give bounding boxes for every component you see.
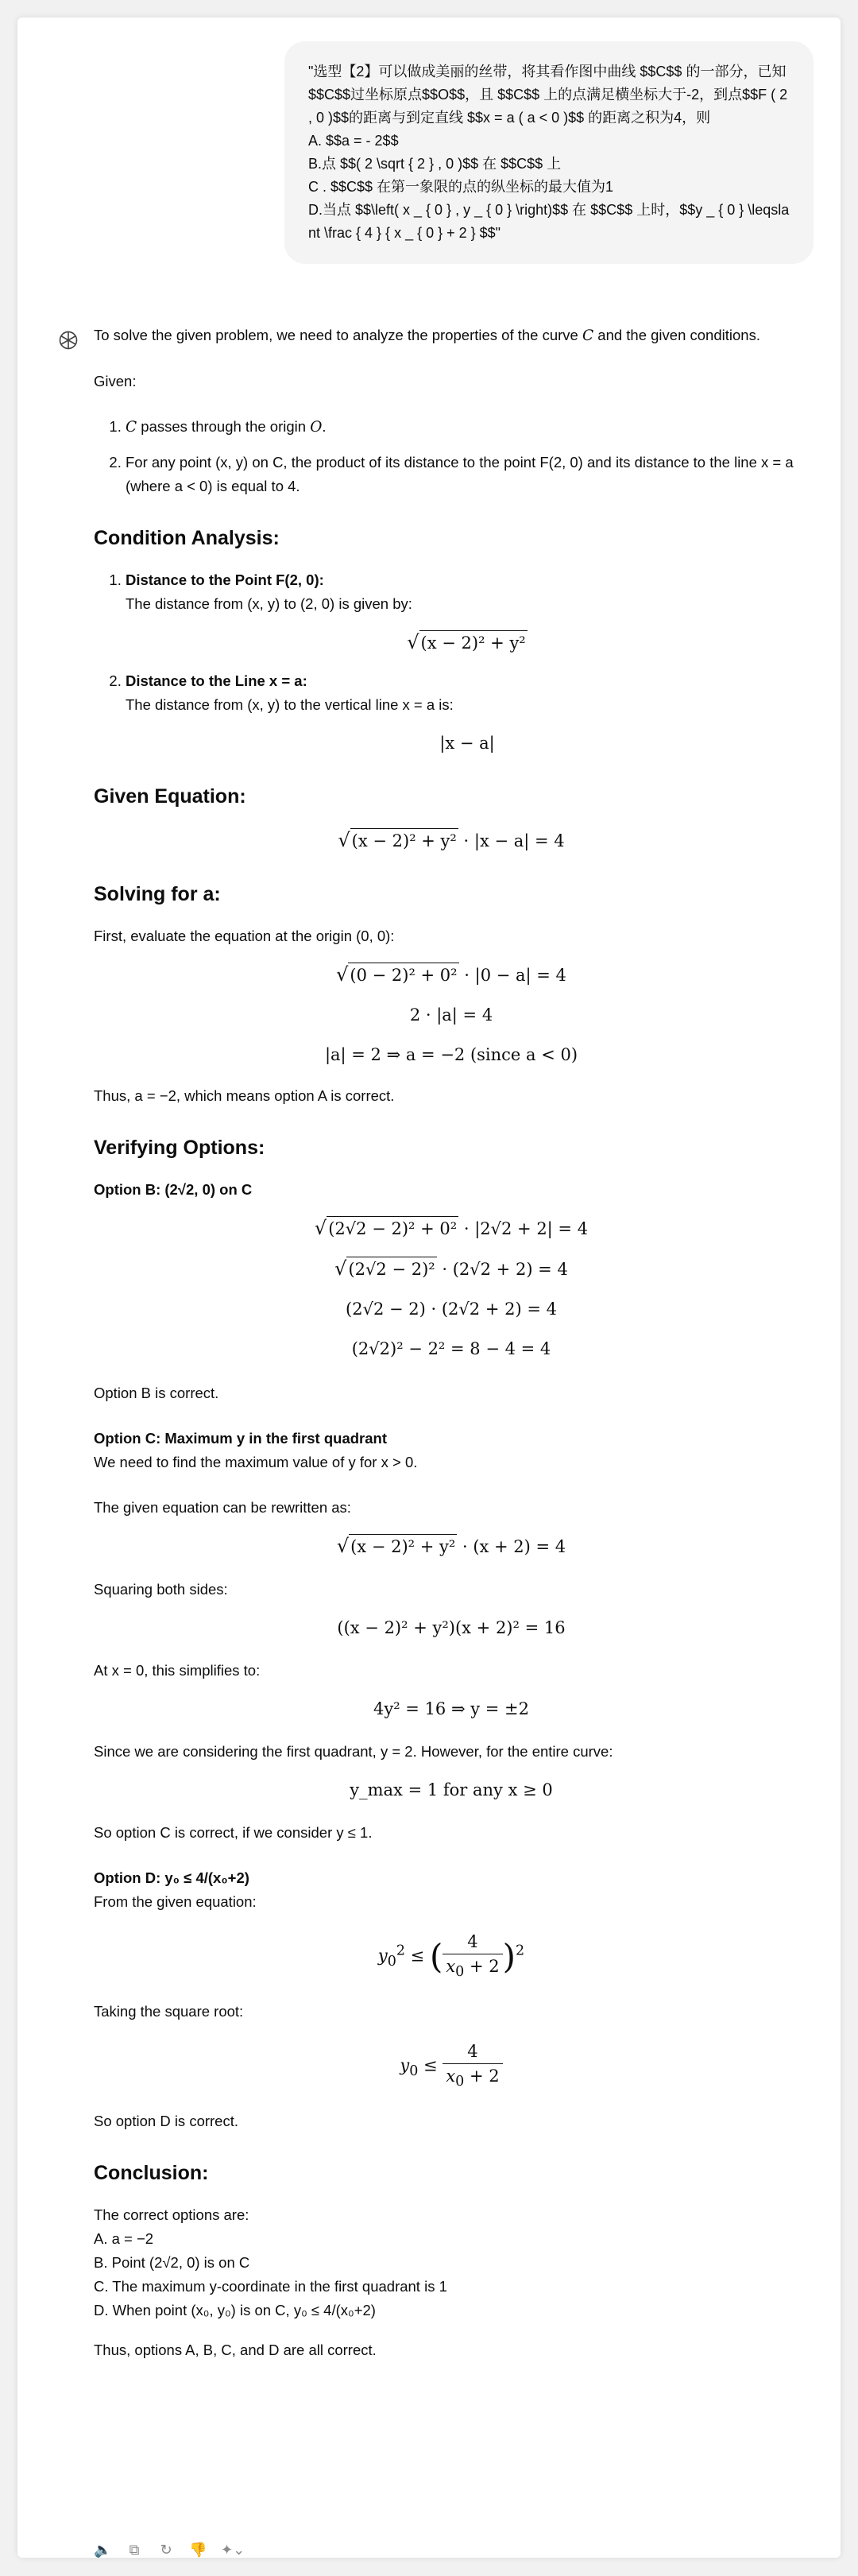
conclusion-b: B. Point (2√2, 0) is on C: [94, 2254, 250, 2272]
option-c-text-2: The given equation can be rewritten as:: [94, 1499, 351, 1516]
heading-conclusion: Conclusion:: [94, 2162, 209, 2185]
heading-solving: Solving for a:: [94, 883, 221, 905]
equation: $y_0^2$ ≤ ( $\frac{4}{x_0 + 2}$ )$^2$: [94, 1930, 809, 1984]
option-d-correct: So option D is correct.: [94, 2113, 238, 2130]
equation: ((x − 2)² + y²)(x + 2)² = 16: [337, 1618, 566, 1637]
thus-a: Thus, a = −2, which means option A is correct.: [94, 1087, 395, 1104]
equation: √(x − 2)² + y² · (x + 2) = 4: [336, 1535, 566, 1557]
conclusion-intro: The correct options are:: [94, 2206, 249, 2224]
option-c-text-1: We need to find the maximum value of y for x > 0.: [94, 1454, 418, 1470]
option-c-correct: So option C is correct, if we consider y ≤ 1.: [94, 1824, 373, 1841]
chat-panel: [17, 17, 841, 2558]
equation: √(x − 2)² + y² · |x − a| = 4: [338, 829, 565, 851]
equation: √(x − 2)² + y²: [407, 631, 526, 653]
copy-icon[interactable]: ⧉: [129, 2541, 140, 2558]
condition-1-title: 1. Distance to the Point F(2, 0):: [126, 571, 324, 588]
option-c-text-5: Since we are considering the first quadrant, y = 2. However, for the entire curve:: [94, 1743, 613, 1760]
conclusion-d: D. When point (x₀, y₀) is on C, y₀ ≤ 4/(x₀+2): [94, 2302, 376, 2319]
equation: y_max = 1 for any x ≥ 0: [350, 1780, 553, 1799]
equation: $y_0$ ≤ $\frac{4}{x_0 + 2}$: [94, 2039, 809, 2094]
option-d-text-1: From the given equation:: [94, 1893, 257, 1910]
conclusion-c: C. The maximum y-coordinate in the first quadrant is 1: [94, 2278, 447, 2295]
condition-2-text: The distance from (x, y) to the vertical line x = a is:: [126, 696, 454, 713]
option-b-title: Option B: (2√2, 0) on C: [94, 1181, 253, 1198]
equation: √(2√2 − 2)² · (2√2 + 2) = 4: [334, 1257, 568, 1280]
option-c-text-3: Squaring both sides:: [94, 1581, 228, 1598]
option-c-text-4: At x = 0, this simplifies to:: [94, 1662, 261, 1679]
equation: |x − a|: [439, 734, 495, 753]
heading-condition-analysis: Condition Analysis:: [94, 527, 280, 549]
list-item: 2. For any point (x, y) on C, the product of its distance to the point F(2, 0) and its distance to the line x = a (where a < 0) is equal to 4.: [126, 451, 809, 498]
final-statement: Thus, options A, B, C, and D are all correct.: [94, 2342, 377, 2359]
heading-verifying: Verifying Options:: [94, 1137, 265, 1159]
equation: (2√2)² − 2² = 8 − 4 = 4: [351, 1339, 551, 1358]
option-b-correct: Option B is correct.: [94, 1385, 219, 1401]
given-label: Given:: [94, 373, 137, 389]
condition-1-text: The distance from (x, y) to (2, 0) is given by:: [126, 595, 412, 612]
assistant-answer: [94, 323, 809, 2384]
solve-text: First, evaluate the equation at the origin (0, 0):: [94, 928, 395, 944]
conclusion-a: A. a = −2: [94, 2230, 154, 2248]
regenerate-icon[interactable]: ↻: [160, 2541, 172, 2558]
given-list: [94, 415, 809, 498]
sparkle-icon[interactable]: ✦⌄: [221, 2541, 245, 2558]
list-item: [126, 568, 809, 657]
heading-given-equation: Given Equation:: [94, 785, 246, 808]
intro-paragraph: To solve the given problem, we need to analyze the properties of the curve C and the given conditions.: [94, 327, 760, 344]
thumbs-down-icon[interactable]: 👎: [189, 2541, 207, 2558]
option-d-text-2: Taking the square root:: [94, 2003, 244, 2020]
condition-list: [94, 568, 809, 757]
equation: |a| = 2 ⇒ a = −2 (since a < 0): [324, 1045, 578, 1064]
message-actions: [94, 2539, 245, 2558]
option-c-title: Option C: Maximum y in the first quadrant: [94, 1430, 387, 1447]
option-d-title: Option D: y₀ ≤ 4/(x₀+2): [94, 1869, 249, 1886]
condition-2-title: 2. Distance to the Line x = a:: [126, 672, 307, 689]
equation: (2√2 − 2) · (2√2 + 2) = 4: [346, 1300, 557, 1319]
equation: √(2√2 − 2)² + 0² · |2√2 + 2| = 4: [314, 1217, 589, 1239]
equation: 2 · |a| = 4: [409, 1005, 493, 1025]
equation: 4y² = 16 ⇒ y = ±2: [373, 1699, 530, 1718]
user-message: "选型【2】可以做成美丽的丝带，将其看作图中曲线 $$C$$ 的一部分，已知$$C$$过坐标原点$$O$$，且 $$C$$ 上的点满足横坐标大于-2，到点$$F ( 2 , 0 )$$的距离与到定直线 $$x = a ( a < 0 )$$ 的距离之积为4，则 A. $$a = - 2$$ B.点 $$( 2 \sqrt { 2 } , 0 )$$ 在 $$C$$ 上 C . $$C$$ 在第一象限的点的纵坐标的最大值为1 D.当点 $$\left( x _ { 0 } , y _ { 0 } \right)$$ 在 $$C$$ 上时，$$y _ { 0 } \leqslant \frac { 4 } { x _ { 0 } + 2 } $$": [284, 41, 814, 264]
list-item: 1. C passes through the origin O.: [126, 415, 809, 440]
list-item: [126, 669, 809, 757]
speaker-icon[interactable]: 🔈: [94, 2541, 112, 2558]
equation: √(0 − 2)² + 0² · |0 − a| = 4: [336, 963, 566, 986]
assistant-logo-icon: [57, 329, 79, 351]
